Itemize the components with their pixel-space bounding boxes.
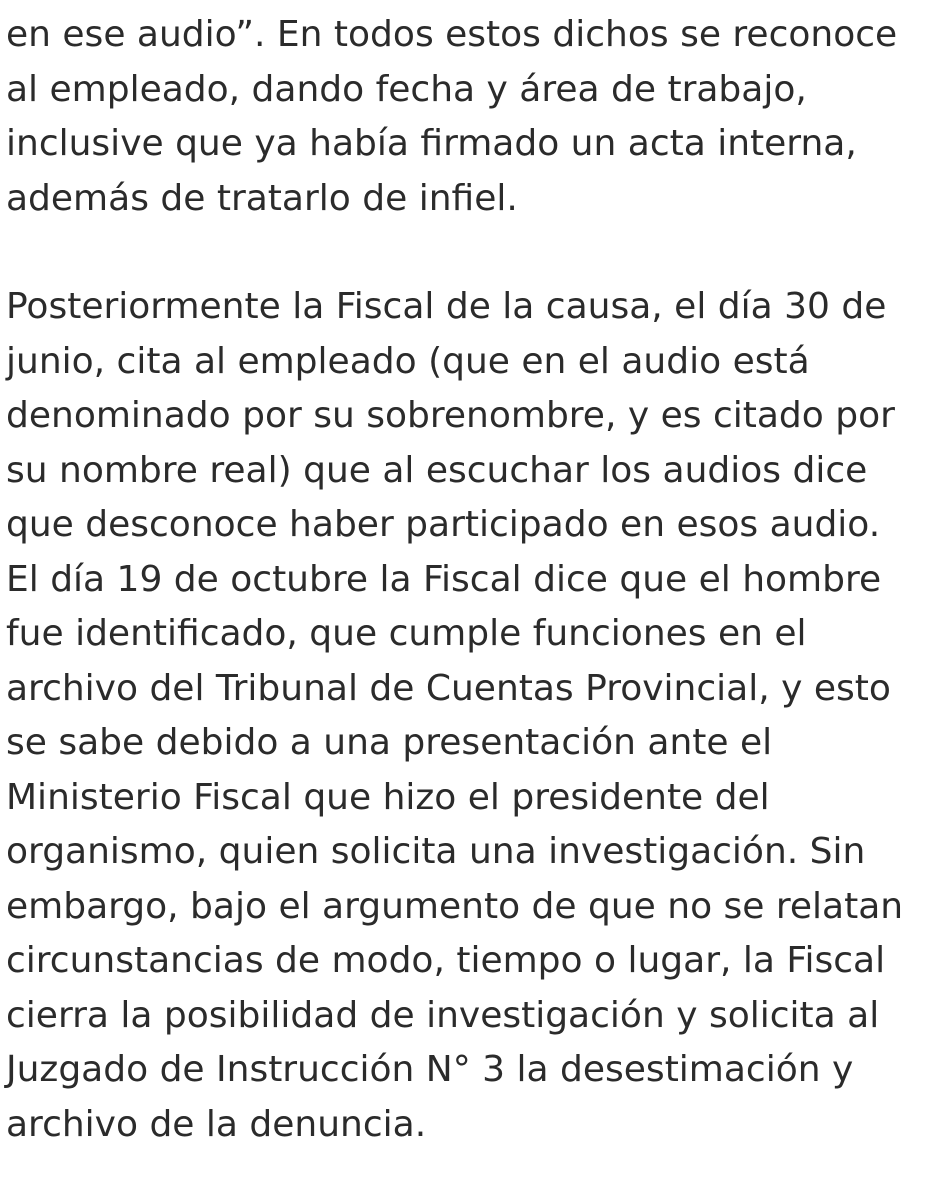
paragraph-line: cierra la posibilidad de investigación y solicita al <box>6 994 880 1036</box>
paragraph-line: junio, cita al empleado (que en el audio está <box>6 340 810 382</box>
paragraph-line: Juzgado de Instrucción N° 3 la desestimación y <box>6 1049 854 1090</box>
paragraph-line: archivo del Tribunal de Cuentas Provincial, y esto <box>6 667 891 709</box>
paragraph-2 <box>6 280 941 1152</box>
paragraph-line: Posteriormente la Fiscal de la causa, el día 30 de <box>6 286 887 327</box>
paragraph-line: que desconoce haber participado en esos audio. <box>6 504 881 545</box>
paragraph-line: circunstancias de modo, tiempo o lugar, la Fiscal <box>6 940 886 981</box>
paragraph-1 <box>6 8 941 226</box>
paragraph-line: inclusive que ya había firmado un acta interna, <box>6 123 857 164</box>
paragraph-line: además de tratarlo de infiel. <box>6 177 518 219</box>
paragraph-line: al empleado, dando fecha y área de trabajo, <box>6 68 807 110</box>
paragraph-line: se sabe debido a una presentación ante el <box>6 722 773 763</box>
paragraph-line: denominado por su sobrenombre, y es citado por <box>6 395 895 436</box>
paragraph-line: su nombre real) que al escuchar los audios dice <box>6 449 868 491</box>
paragraph-line: Ministerio Fiscal que hizo el presidente del <box>6 776 770 818</box>
paragraph-line: en ese audio”. En todos estos dichos se reconoce <box>6 14 898 55</box>
paragraph-line: El día 19 de octubre la Fiscal dice que el hombre <box>6 558 882 600</box>
paragraph-line: fue identificado, que cumple funciones en el <box>6 613 807 654</box>
paragraph-line: embargo, bajo el argumento de que no se relatan <box>6 885 904 927</box>
paragraph-line: organismo, quien solicita una investigación. Sin <box>6 831 866 872</box>
paragraph-line: archivo de la denuncia. <box>6 1103 427 1145</box>
